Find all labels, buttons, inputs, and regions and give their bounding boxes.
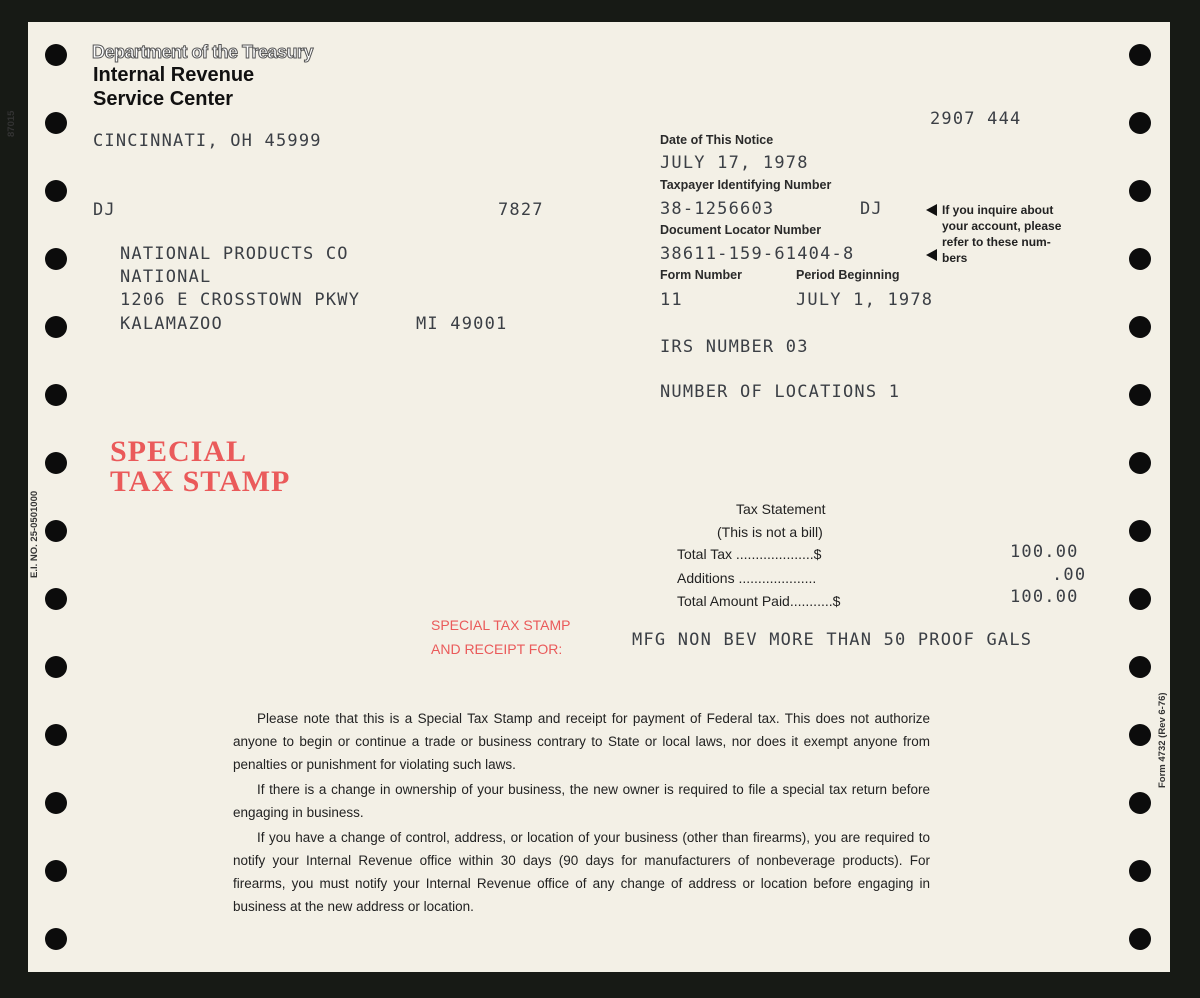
sprocket-hole-left [45, 316, 67, 338]
paragraph-ownership-change: If there is a change in ownership of your business, the new owner is required to file a special tax return before engaging in business. [233, 782, 930, 820]
tin-suffix: DJ [860, 199, 883, 219]
taxpayer-id-number: 38-1256603 [660, 199, 775, 219]
sprocket-hole-right [1129, 520, 1151, 542]
irs-number: IRS NUMBER 03 [660, 337, 809, 357]
notice-date: JULY 17, 1978 [660, 153, 809, 173]
period-beginning: JULY 1, 1978 [796, 290, 934, 310]
taxpayer-city: KALAMAZOO [120, 314, 223, 334]
sprocket-hole-left [45, 452, 67, 474]
sprocket-hole-right [1129, 248, 1151, 270]
taxpayer-name: NATIONAL PRODUCTS CO [120, 244, 349, 264]
service-center-city: CINCINNATI, OH 45999 [93, 131, 322, 151]
sprocket-hole-right [1129, 44, 1151, 66]
tin-label: Taxpayer Identifying Number [660, 178, 832, 192]
code-number: 7827 [498, 200, 544, 220]
inquire-note-line1: If you inquire about [942, 203, 1054, 217]
taxpayer-street: 1206 E CROSSTOWN PKWY [120, 290, 361, 310]
agency-heading-line2: Service Center [93, 88, 234, 110]
sprocket-hole-right [1129, 452, 1151, 474]
paragraph-address-change: If you have a change of control, address, or location of your business (other than firearms), you are required to notify your Internal Revenue office within 30 days (90 days for manufacturers of nonbeverage products). For firearms, you must notify your Internal Revenue office of any change of address or location before engaging in business at the new address or location. [233, 830, 930, 914]
total-tax-label: Total Tax ....................$ [677, 546, 822, 562]
inquire-note-line3: refer to these num- [942, 235, 1051, 249]
department-heading: Department of the Treasury [92, 42, 314, 62]
form-number-label: Form Number [660, 268, 742, 282]
sprocket-hole-right [1129, 724, 1151, 746]
receipt-for-value: MFG NON BEV MORE THAN 50 PROOF GALS [632, 630, 1033, 650]
sprocket-hole-right [1129, 112, 1151, 134]
taxpayer-name-line2: NATIONAL [120, 267, 212, 287]
receipt-label-line2: AND RECEIPT FOR: [431, 641, 563, 657]
total-paid-value: 100.00 [1010, 587, 1079, 607]
top-code: 2907 444 [930, 109, 1022, 129]
period-label: Period Beginning [796, 268, 900, 282]
total-tax-value: 100.00 [1010, 542, 1079, 562]
notice-body [233, 707, 930, 918]
stamp-title-line1: SPECIAL [110, 435, 248, 468]
sprocket-hole-left [45, 44, 67, 66]
sprocket-hole-left [45, 792, 67, 814]
sprocket-hole-right [1129, 316, 1151, 338]
paragraph-authorization: Please note that this is a Special Tax Stamp and receipt for payment of Federal tax. This does not authorize anyone to begin or continue a trade or business contrary to State or local laws, nor does it exempt anyone from penalties or punishment for violating such laws. [233, 711, 930, 772]
sprocket-hole-right [1129, 384, 1151, 406]
sprocket-hole-left [45, 180, 67, 202]
inquire-note-line4: bers [942, 251, 968, 265]
tax-statement-title: Tax Statement [736, 501, 826, 517]
total-paid-label: Total Amount Paid...........$ [677, 593, 841, 609]
employer-id-number: E.I. NO. 25-0501000 [29, 490, 40, 578]
arrow-left-icon [926, 249, 937, 261]
form-number-footer: Form 4732 (Rev 6-76) [1157, 692, 1168, 788]
stamp-title-line2: TAX STAMP [110, 465, 291, 498]
sprocket-hole-left [45, 248, 67, 270]
sprocket-hole-left [45, 928, 67, 950]
sprocket-hole-left [45, 860, 67, 882]
sprocket-hole-left [45, 112, 67, 134]
sprocket-hole-left [45, 724, 67, 746]
arrow-left-icon [926, 204, 937, 216]
number-of-locations: NUMBER OF LOCATIONS 1 [660, 382, 901, 402]
tax-statement-subtitle: (This is not a bill) [717, 524, 823, 540]
side-code-top: 87015 [6, 110, 17, 137]
inquire-note-line2: your account, please [942, 219, 1062, 233]
form-number: 11 [660, 290, 683, 310]
sprocket-hole-left [45, 384, 67, 406]
agency-heading-line1: Internal Revenue [93, 64, 255, 86]
code-dj: DJ [93, 200, 116, 220]
sprocket-hole-left [45, 656, 67, 678]
additions-label: Additions .................... [677, 570, 817, 586]
receipt-label-line1: SPECIAL TAX STAMP [431, 617, 571, 633]
sprocket-hole-left [45, 520, 67, 542]
sprocket-hole-right [1129, 180, 1151, 202]
sprocket-hole-right [1129, 860, 1151, 882]
additions-value: .00 [1052, 565, 1087, 585]
sprocket-hole-left [45, 588, 67, 610]
date-label: Date of This Notice [660, 133, 774, 147]
sprocket-hole-right [1129, 656, 1151, 678]
dln-label: Document Locator Number [660, 223, 822, 237]
sprocket-hole-right [1129, 588, 1151, 610]
document-locator-number: 38611-159-61404-8 [660, 244, 855, 264]
sprocket-hole-right [1129, 792, 1151, 814]
taxpayer-state-zip: MI 49001 [416, 314, 508, 334]
sprocket-hole-right [1129, 928, 1151, 950]
